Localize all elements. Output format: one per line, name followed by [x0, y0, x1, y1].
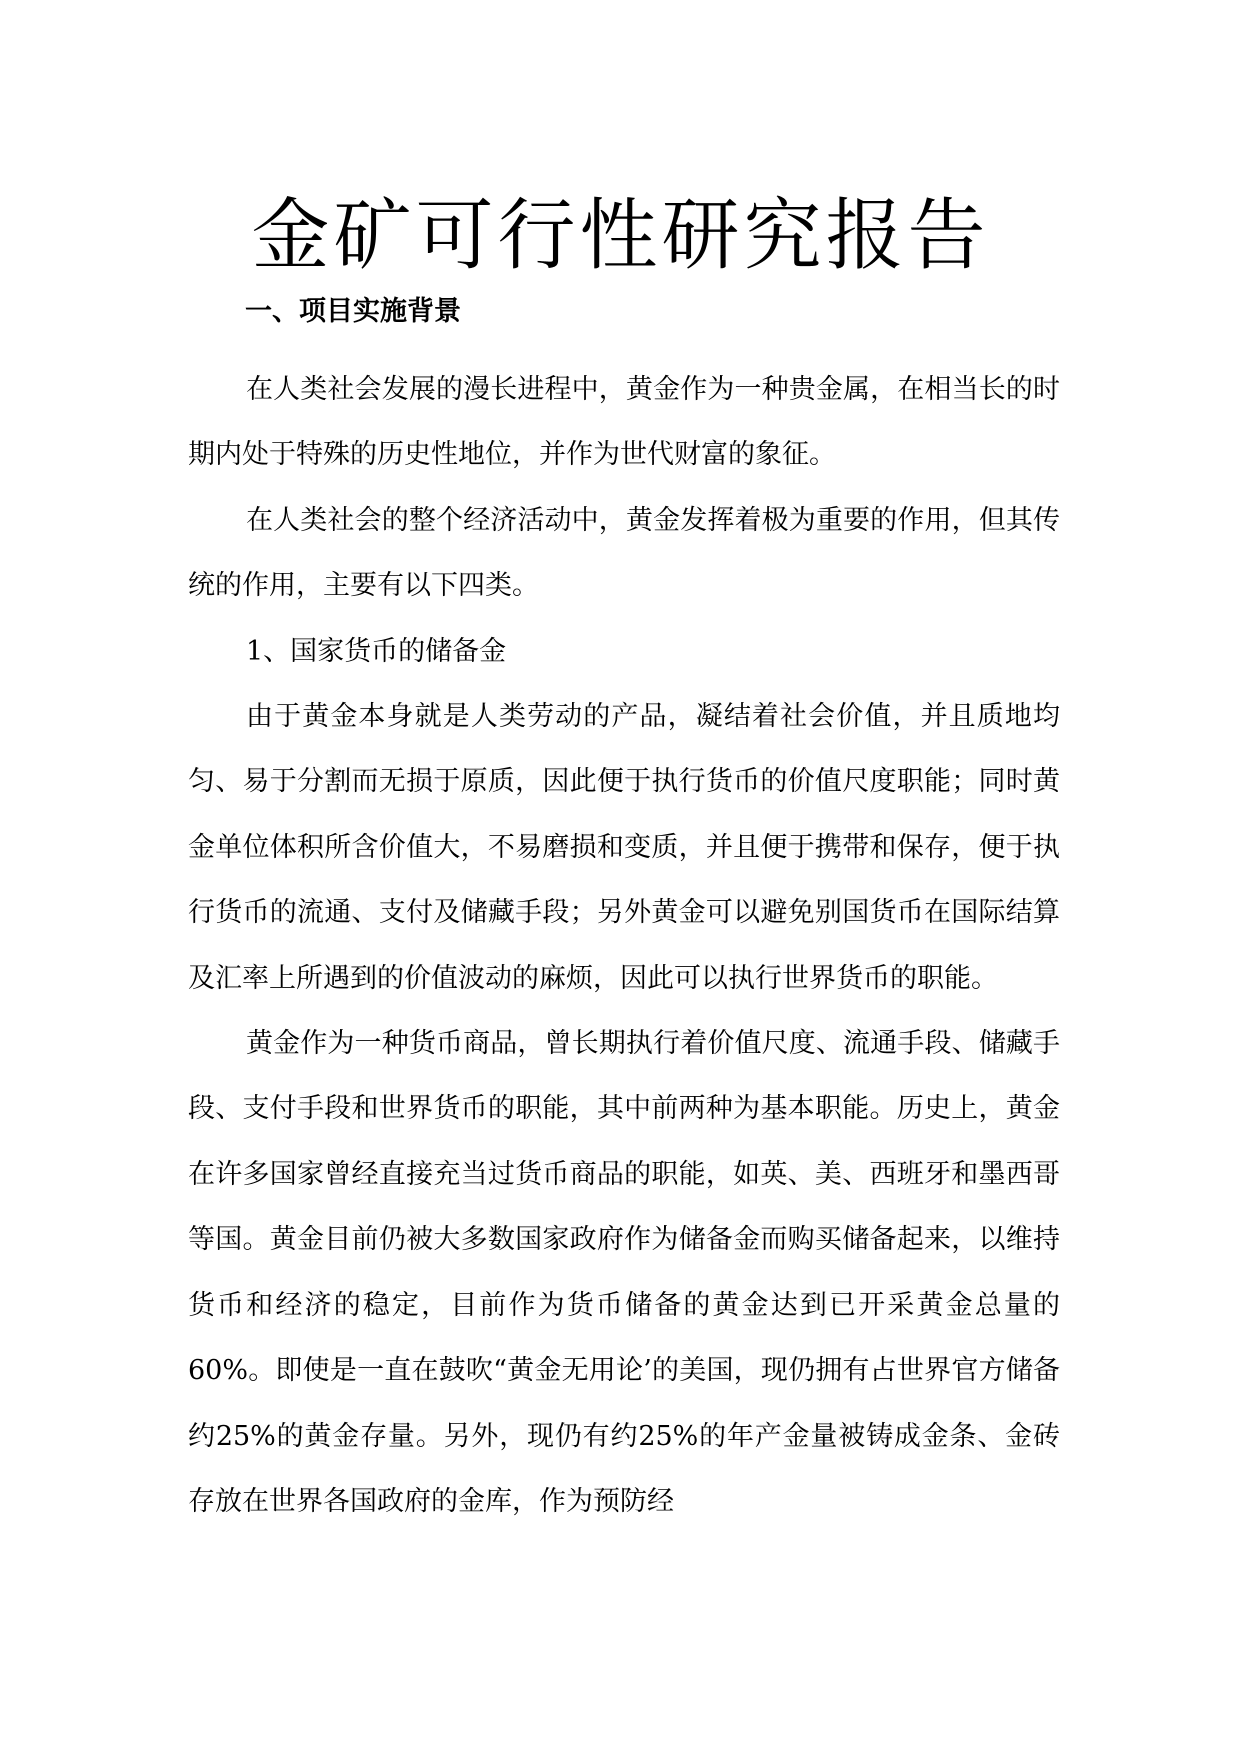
body-text: [188, 357, 1060, 1534]
paragraph: 在人类社会发展的漫长进程中，黄金作为一种贵金属，在相当长的时期内处于特殊的历史性地位，并作为世代财富的象征。: [188, 374, 1060, 471]
paragraph: 在人类社会的整个经济活动中，黄金发挥着极为重要的作用，但其传统的作用，主要有以下四类。: [188, 504, 1060, 602]
document-title: 金矿可行性研究报告: [251, 191, 990, 281]
paragraph: 黄金作为一种货币商品，曾长期执行着价值尺度、流通手段、储藏手段、支付手段和世界货币的职能，其中前两种为基本职能。历史上，黄金在许多国家曾经直接充当过货币商品的职能，如英、美、西班牙和墨西哥等国。黄金目前仍被大多数国家政府作为储备金而购买储备起来，以维持货币和经济的稳定，目前作为货币储备的黄金达到已开采黄金总量的60%。即使是一直在鼓吹“黄金无用论’的美国，现仍拥有占世界官方储备约25%的黄金存量。另外，现仍有约25%的年产金量被铸成金条、金砖存放在世界各国政府的金库，作为预防经: [188, 1028, 1060, 1517]
list-item-heading: 1、国家货币的储备金: [246, 635, 507, 667]
section-heading: 一、项目实施背景: [245, 296, 461, 327]
paragraph: 由于黄金本身就是人类劳动的产品，凝结着社会价值，并且质地均匀、易于分割而无损于原质，因此便于执行货币的价值尺度职能；同时黄金单位体积所含价值大，不易磨损和变质，并且便于携带和保存，便于执行货币的流通、支付及储藏手段；另外黄金可以避免别国货币在国际结算及汇率上所遇到的价值波动的麻烦，因此可以执行世界货币的职能。: [188, 701, 1060, 994]
